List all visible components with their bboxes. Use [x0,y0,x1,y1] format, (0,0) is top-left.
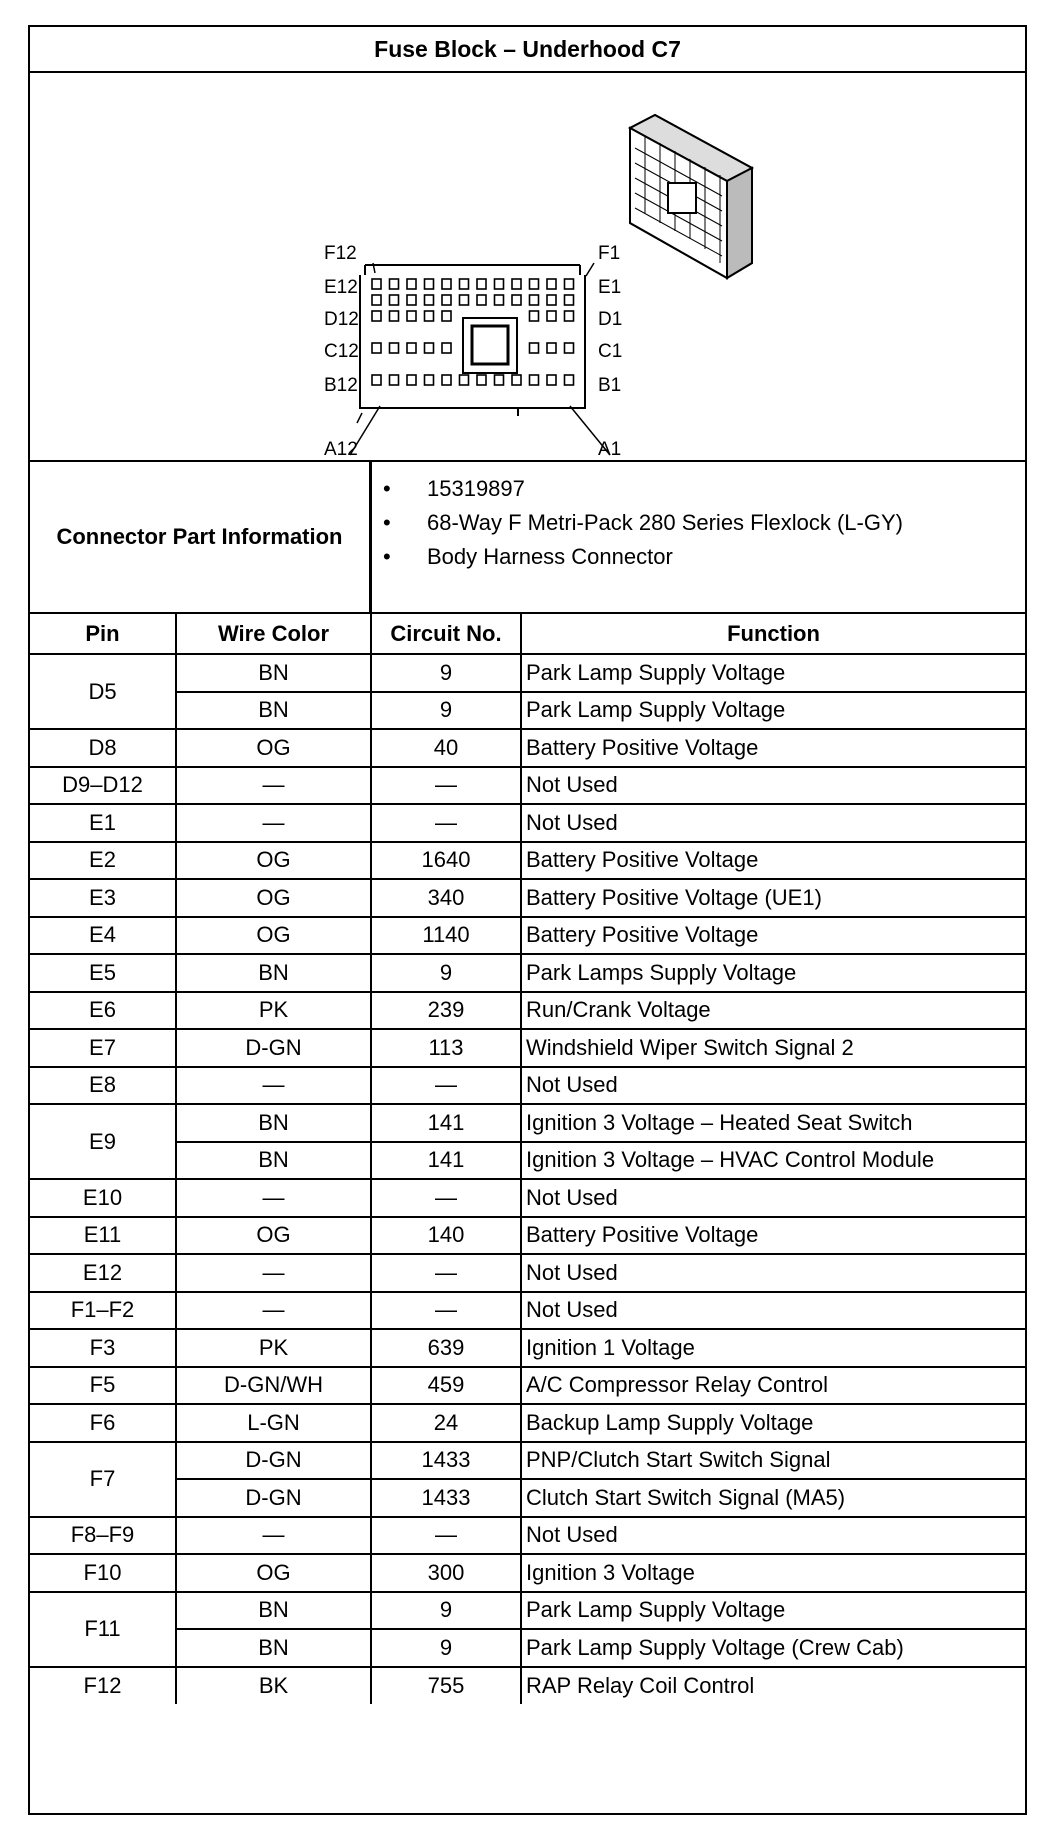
pin-cavity [390,279,399,289]
table-row [30,917,1025,955]
wire-color-cell: BK [176,1667,371,1705]
wire-color-cell: BN [176,654,371,692]
function-cell: Park Lamp Supply Voltage (Crew Cab) [521,1629,1025,1667]
pin-cell: E2 [30,842,176,880]
pin-cavity [425,375,434,385]
pin-cavity [530,295,539,305]
pin-cavity [530,343,539,353]
function-cell: Park Lamp Supply Voltage [521,654,1025,692]
pin-cell: F8–F9 [30,1517,176,1555]
circuit-cell: 113 [371,1029,521,1067]
document-title: Fuse Block – Underhood C7 [30,27,1025,73]
function-cell: RAP Relay Coil Control [521,1667,1025,1705]
table-row [30,1554,1025,1592]
table-row [30,1217,1025,1255]
pin-cell: E9 [30,1104,176,1179]
function-cell: Park Lamp Supply Voltage [521,1592,1025,1630]
pin-cavity [495,375,504,385]
header-wire-color: Wire Color [176,614,371,654]
pin-cavity [530,375,539,385]
function-cell: Run/Crank Voltage [521,992,1025,1030]
wire-color-cell: PK [176,1329,371,1367]
circuit-cell: — [371,1067,521,1105]
pin-cavity [547,295,556,305]
table-row [30,1517,1025,1555]
pin-cell: E1 [30,804,176,842]
table-row [30,729,1025,767]
circuit-cell: 639 [371,1329,521,1367]
function-cell: Battery Positive Voltage [521,917,1025,955]
pin-cavity [495,295,504,305]
function-cell: Ignition 1 Voltage [521,1329,1025,1367]
pin-cavity [477,279,486,289]
table-row [30,804,1025,842]
pin-cavity [372,295,381,305]
pin-cavity [565,375,574,385]
pin-cavity [565,279,574,289]
connector-face-drawing [30,73,1025,460]
label-C1: C1 [598,341,623,362]
table-row [30,954,1025,992]
wire-color-cell: BN [176,692,371,730]
connector-diagram [30,73,1025,462]
pin-cavity [460,295,469,305]
function-cell: Battery Positive Voltage (UE1) [521,879,1025,917]
pin-cell: E8 [30,1067,176,1105]
circuit-cell: 9 [371,1629,521,1667]
pin-cavity [547,343,556,353]
table-row [30,1104,1025,1142]
part-number: • 15319897 [427,472,1025,506]
table-row [30,1404,1025,1442]
pin-cell: F7 [30,1442,176,1517]
table-row [30,1629,1025,1667]
table-row [30,692,1025,730]
pin-cell: F5 [30,1367,176,1405]
function-cell: Ignition 3 Voltage – HVAC Control Module [521,1142,1025,1180]
pin-cell: F10 [30,1554,176,1592]
pin-cell: F1–F2 [30,1292,176,1330]
function-cell: Battery Positive Voltage [521,1217,1025,1255]
pin-cell: D5 [30,654,176,729]
wire-color-cell: D-GN [176,1479,371,1517]
connector-thumbnail [630,115,752,278]
circuit-cell: 24 [371,1404,521,1442]
wire-color-cell: OG [176,917,371,955]
table-row [30,842,1025,880]
connector-part-info [30,462,1025,614]
circuit-cell: — [371,1179,521,1217]
pinout-document [28,25,1027,1815]
label-D1: D1 [598,309,623,330]
function-cell: A/C Compressor Relay Control [521,1367,1025,1405]
pin-cavity [530,311,539,321]
label-A1: A1 [598,439,622,460]
label-E1: E1 [598,277,622,298]
circuit-cell: 340 [371,879,521,917]
pin-cavity [425,311,434,321]
table-row [30,879,1025,917]
circuit-cell: — [371,804,521,842]
header-pin: Pin [30,614,176,654]
pin-cavity [442,375,451,385]
wire-color-cell: D-GN [176,1442,371,1480]
label-A12: A12 [324,439,358,460]
label-F12: F12 [324,243,357,264]
wire-color-cell: D-GN/WH [176,1367,371,1405]
pin-cavity [442,343,451,353]
circuit-cell: 1433 [371,1442,521,1480]
table-row [30,1292,1025,1330]
wire-color-cell: — [176,1254,371,1292]
pin-cavity [390,311,399,321]
pin-cavity [407,343,416,353]
pin-cavity [530,279,539,289]
wire-color-cell: — [176,1067,371,1105]
label-C12: C12 [324,341,359,362]
circuit-cell: 40 [371,729,521,767]
pin-cavity [425,295,434,305]
function-cell: Ignition 3 Voltage [521,1554,1025,1592]
wire-color-cell: OG [176,1217,371,1255]
circuit-cell: 1640 [371,842,521,880]
wire-color-cell: — [176,804,371,842]
circuit-cell: 1433 [371,1479,521,1517]
table-row [30,654,1025,692]
wire-color-cell: L-GN [176,1404,371,1442]
wire-color-cell: BN [176,954,371,992]
pin-cavity [442,295,451,305]
connector-info-label: Connector Part Information [30,462,372,612]
circuit-cell: 9 [371,654,521,692]
pin-cavity [390,375,399,385]
wire-color-cell: BN [176,1629,371,1667]
header-function: Function [521,614,1025,654]
pin-cavity [372,279,381,289]
table-row [30,767,1025,805]
circuit-cell: 755 [371,1667,521,1705]
label-B12: B12 [324,375,358,396]
function-cell: Park Lamp Supply Voltage [521,692,1025,730]
table-row [30,1442,1025,1480]
circuit-cell: — [371,1292,521,1330]
pin-cavity [565,311,574,321]
table-row [30,1592,1025,1630]
pin-cell: E3 [30,879,176,917]
circuit-cell: 1140 [371,917,521,955]
wire-color-cell: — [176,1292,371,1330]
pin-cavity [390,295,399,305]
function-cell: Not Used [521,804,1025,842]
table-row [30,1179,1025,1217]
harness-name: • Body Harness Connector [427,540,1025,574]
wire-color-cell: BN [176,1104,371,1142]
pin-cavity [390,343,399,353]
circuit-cell: 140 [371,1217,521,1255]
pin-cavity [547,279,556,289]
wire-color-cell: BN [176,1142,371,1180]
pin-cavity [372,343,381,353]
function-cell: Not Used [521,1067,1025,1105]
wire-color-cell: OG [176,729,371,767]
function-cell: Ignition 3 Voltage – Heated Seat Switch [521,1104,1025,1142]
label-D12: D12 [324,309,359,330]
pin-cell: E11 [30,1217,176,1255]
function-cell: Battery Positive Voltage [521,842,1025,880]
pin-cavity [372,311,381,321]
circuit-cell: 141 [371,1142,521,1180]
circuit-cell: 9 [371,1592,521,1630]
wire-color-cell: OG [176,879,371,917]
pin-cavity [460,279,469,289]
table-row [30,1142,1025,1180]
pin-cavity [565,343,574,353]
pin-cavity [547,375,556,385]
table-header-row [30,614,1025,654]
connector-type: • 68-Way F Metri-Pack 280 Series Flexlock (L-GY) [427,506,1025,540]
wire-color-cell: — [176,1517,371,1555]
pin-cell: F6 [30,1404,176,1442]
table-row [30,1254,1025,1292]
pin-cavity [512,375,521,385]
circuit-cell: 459 [371,1367,521,1405]
circuit-cell: 239 [371,992,521,1030]
pin-cavity [407,279,416,289]
pin-cavity [477,295,486,305]
pin-cavity [407,375,416,385]
pin-cavity [442,311,451,321]
table-row [30,1667,1025,1705]
pin-cavity [495,279,504,289]
pin-cavity [372,375,381,385]
function-cell: Park Lamps Supply Voltage [521,954,1025,992]
pin-cell: F3 [30,1329,176,1367]
leader-lines [350,263,610,455]
pin-cell: E12 [30,1254,176,1292]
pin-cell: D8 [30,729,176,767]
pin-cell: E7 [30,1029,176,1067]
circuit-cell: — [371,1254,521,1292]
pin-cell: E4 [30,917,176,955]
pin-cavity [477,375,486,385]
label-F1: F1 [598,243,621,264]
wire-color-cell: D-GN [176,1029,371,1067]
function-cell: Not Used [521,1292,1025,1330]
circuit-cell: 300 [371,1554,521,1592]
pin-cavity [565,295,574,305]
pinout-table [30,614,1025,1704]
wire-color-cell: — [176,1179,371,1217]
table-row [30,1029,1025,1067]
pin-cell: F12 [30,1667,176,1705]
pinout-table-body [30,654,1025,1704]
function-cell: Not Used [521,1517,1025,1555]
function-cell: Clutch Start Switch Signal (MA5) [521,1479,1025,1517]
pin-cavity [547,311,556,321]
table-row [30,1329,1025,1367]
function-cell: Battery Positive Voltage [521,729,1025,767]
table-row [30,1367,1025,1405]
pin-cell: E6 [30,992,176,1030]
function-cell: PNP/Clutch Start Switch Signal [521,1442,1025,1480]
pin-cell: F11 [30,1592,176,1667]
wire-color-cell: — [176,767,371,805]
function-cell: Backup Lamp Supply Voltage [521,1404,1025,1442]
pin-cavity [512,295,521,305]
pin-cavity [407,311,416,321]
wire-color-cell: OG [176,842,371,880]
label-B1: B1 [598,375,622,396]
pin-cell: D9–D12 [30,767,176,805]
pin-cavity [442,279,451,289]
pin-cavity [407,295,416,305]
table-row [30,992,1025,1030]
pin-cavity [425,343,434,353]
wire-color-cell: BN [176,1592,371,1630]
circuit-cell: — [371,767,521,805]
wire-color-cell: OG [176,1554,371,1592]
function-cell: Not Used [521,1179,1025,1217]
label-E12: E12 [324,277,358,298]
table-row [30,1067,1025,1105]
circuit-cell: 9 [371,954,521,992]
header-circuit: Circuit No. [371,614,521,654]
circuit-cell: 9 [371,692,521,730]
wire-color-cell: PK [176,992,371,1030]
circuit-cell: — [371,1517,521,1555]
table-row [30,1479,1025,1517]
connector-info-list [372,462,1025,612]
pin-cavity [460,375,469,385]
pin-cavity [512,279,521,289]
circuit-cell: 141 [371,1104,521,1142]
function-cell: Not Used [521,1254,1025,1292]
pin-cell: E5 [30,954,176,992]
function-cell: Windshield Wiper Switch Signal 2 [521,1029,1025,1067]
pin-cavity [425,279,434,289]
function-cell: Not Used [521,767,1025,805]
pin-cell: E10 [30,1179,176,1217]
